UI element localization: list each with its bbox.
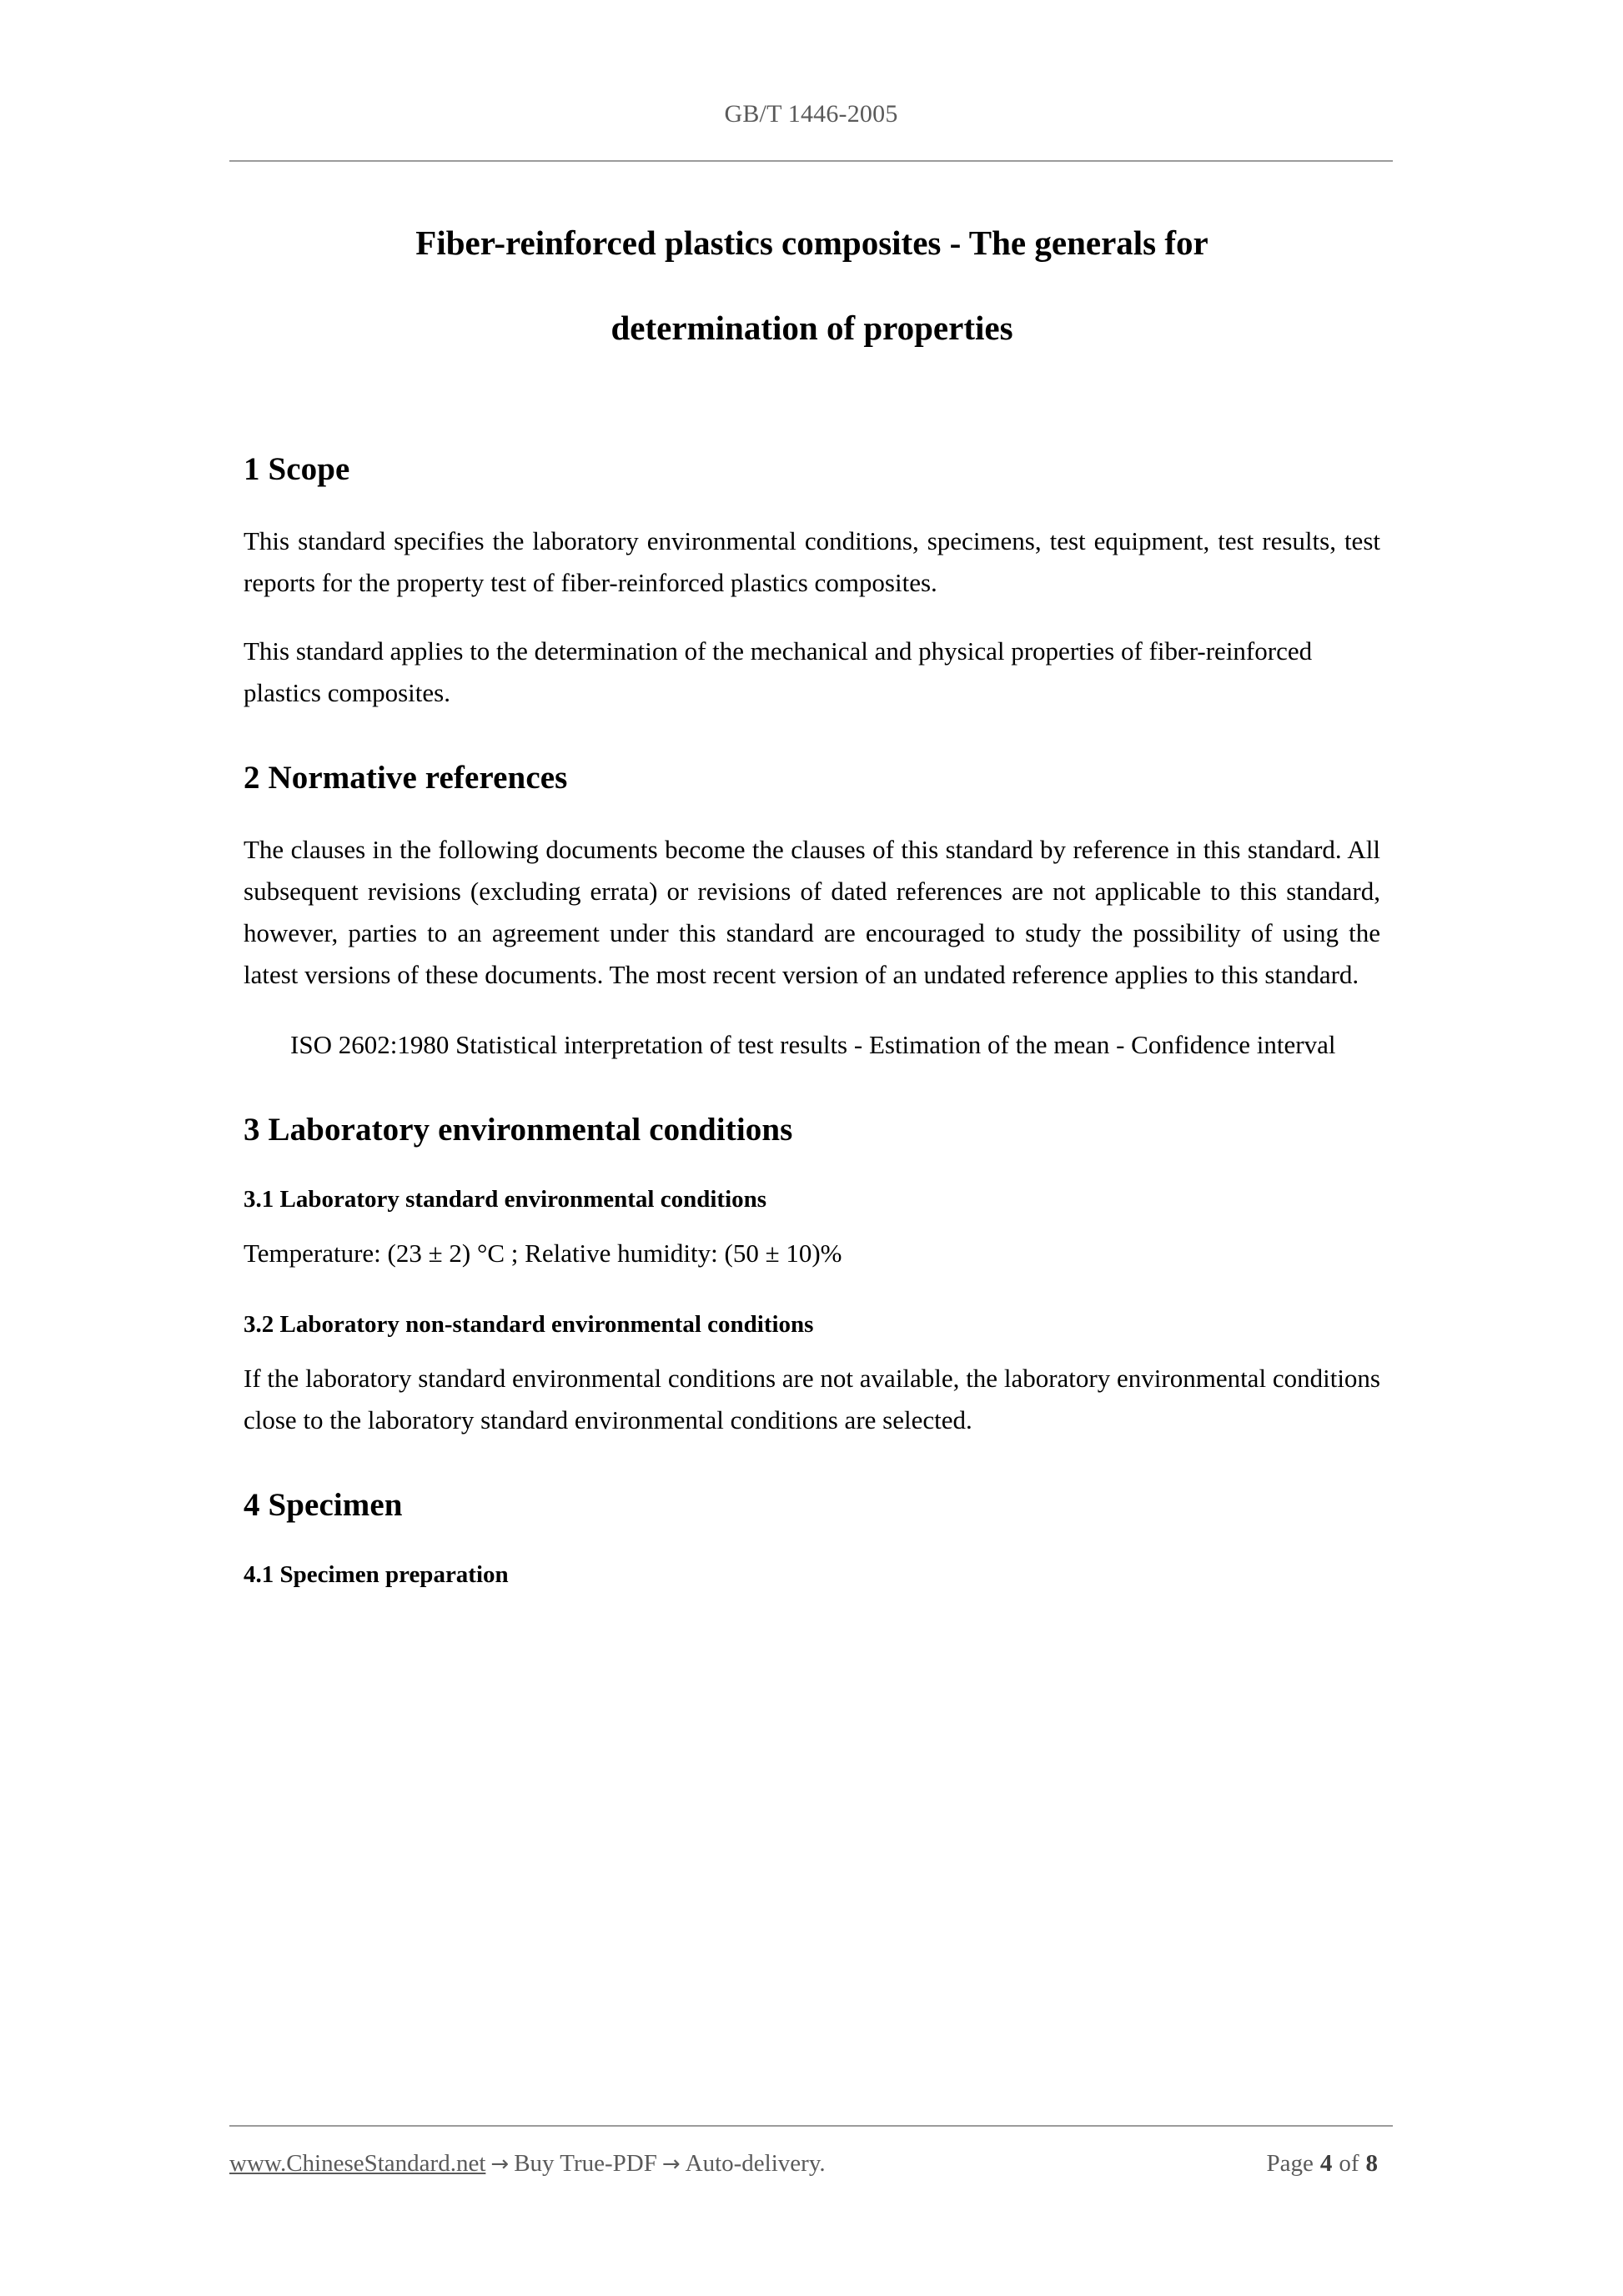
page-label: Page (1266, 2150, 1314, 2177)
heading-4-specimen: 4 Specimen (244, 1487, 403, 1523)
spacer (244, 604, 1380, 631)
scope-paragraph-1: This standard specifies the laboratory environmental conditions, specimens, test equipment, test results, test reports for the property test of fiber-reinforced plastics composites. (244, 526, 1380, 597)
page-title (244, 200, 1380, 370)
page-footer (229, 2145, 1393, 2183)
spacer (244, 996, 1380, 1024)
scope-paragraph-2: This standard applies to the determination of the mechanical and physical properties of fiber-reinforced plastics composites. (244, 636, 1313, 707)
footer-divider (229, 2125, 1393, 2127)
header-divider (229, 160, 1393, 162)
spacer (244, 1149, 1380, 1184)
normative-references-paragraph-1: The clauses in the following documents become the clauses of this standard by reference in this standard. All subsequent revisions (excluding errata) or revisions of dated references are not applicable to this standard, however, parties to an agreement under this standard are encouraged to study the possibility of using the latest versions of these documents. The most recent version of an undated reference applies to this standard. (244, 835, 1380, 989)
arrow-right-icon-2: → (661, 2152, 681, 2177)
normative-reference-iso-2602: ISO 2602:1980 Statistical interpretation of test results - Estimation of the mean - Confidence interval (290, 1030, 1336, 1059)
heading-3-1-laboratory-standard-conditions: 3.1 Laboratory standard environmental conditions (244, 1186, 767, 1213)
total-page-number: 8 (1365, 2150, 1378, 2177)
heading-2-normative-references: 2 Normative references (244, 760, 568, 796)
laboratory-standard-conditions-values: Temperature: (23 ± 2) °C ; Relative humidity: (50 ± 10)% (244, 1238, 842, 1268)
spacer (244, 1066, 1380, 1111)
heading-3-laboratory-environmental-conditions: 3 Laboratory environmental conditions (244, 1112, 793, 1148)
footer-delivery-text: Auto-delivery. (685, 2150, 826, 2177)
footer-offer-text: Buy True-PDF (514, 2150, 657, 2177)
standard-number: GB/T 1446-2005 (724, 100, 898, 128)
page-of-label: of (1339, 2150, 1359, 2177)
running-header (229, 98, 1393, 130)
chinese-standard-site-link[interactable]: www.ChineseStandard.net (229, 2150, 486, 2177)
spacer (244, 1441, 1380, 1486)
page-indicator (1264, 2145, 1393, 2182)
page-title-line-1: Fiber-reinforced plastics composites - The generals for (415, 224, 1208, 262)
spacer (244, 1214, 1380, 1233)
spacer (244, 1339, 1380, 1358)
current-page-number: 4 (1319, 2150, 1333, 2177)
spacer (244, 1274, 1380, 1309)
spacer (244, 489, 1380, 520)
document-body (244, 200, 1380, 1590)
laboratory-non-standard-conditions-paragraph: If the laboratory standard environmental conditions are not available, the laboratory environmental conditions close to the laboratory standard environmental conditions are selected. (244, 1364, 1380, 1434)
arrow-right-icon: → (490, 2152, 510, 2177)
heading-1-scope: 1 Scope (244, 451, 350, 487)
heading-4-1-specimen-preparation: 4.1 Specimen preparation (244, 1561, 509, 1588)
heading-3-2-laboratory-non-standard-conditions: 3.2 Laboratory non-standard environmental conditions (244, 1311, 814, 1338)
page-title-line-2: determination of properties (611, 309, 1013, 347)
spacer (244, 1525, 1380, 1560)
footer-promo (229, 2145, 826, 2183)
spacer (244, 797, 1380, 829)
spacer (244, 714, 1380, 759)
spacer (244, 370, 1380, 450)
